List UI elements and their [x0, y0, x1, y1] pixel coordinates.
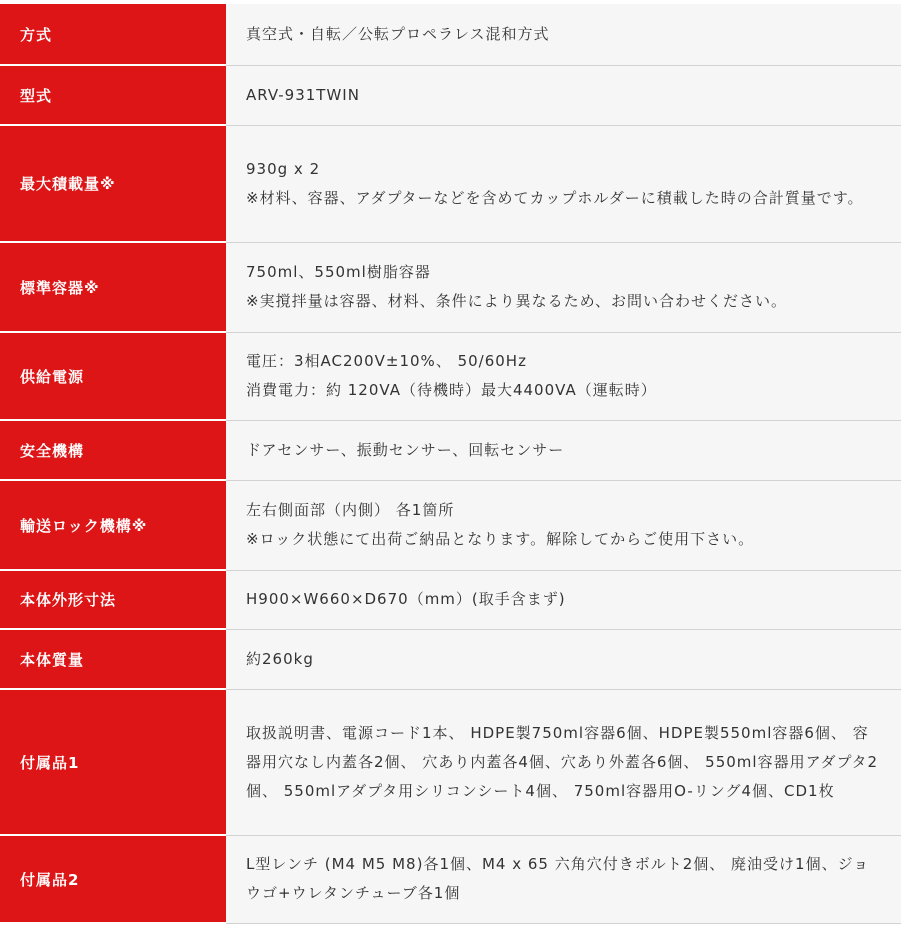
spec-label: 輸送ロック機構※: [0, 480, 226, 570]
spec-label: 最大積載量※: [0, 125, 226, 242]
spec-label: 標準容器※: [0, 242, 226, 332]
spec-value-line: 930g x 2: [246, 159, 321, 178]
spec-value-line: 電圧：3相AC200V±10%、 50/60Hz: [246, 352, 527, 370]
spec-label: 付属品2: [0, 835, 226, 923]
spec-value: [226, 242, 901, 332]
spec-value: [226, 125, 901, 242]
spec-value: [226, 480, 901, 570]
spec-value-line: 真空式・自転／公転プロペラレス混和方式: [246, 24, 550, 43]
spec-row-transport-lock: [0, 480, 901, 570]
spec-value: [226, 835, 901, 923]
spec-value-line: 取扱説明書、電源コード1本、 HDPE製750ml容器6個、HDPE製550ml容器6個、 容器用穴なし内蓋各2個、 穴あり内蓋各4個、穴あり外蓋各6個、 550ml容器用アダプタ2個、 550mlアダプタ用シリコンシート4個、 750ml容器用O-リング4個、CD1枚: [246, 723, 879, 800]
spec-row-accessories-1: [0, 689, 901, 835]
spec-row-dimensions: [0, 570, 901, 629]
spec-value: [226, 65, 901, 125]
spec-label: 安全機構: [0, 420, 226, 480]
spec-value-line: ※ロック状態にて出荷ご納品となります。解除してからご使用下さい。: [246, 530, 755, 548]
spec-value: [226, 420, 901, 480]
spec-row-safety: [0, 420, 901, 480]
spec-row-model: [0, 65, 901, 125]
spec-row-method: [0, 4, 901, 65]
spec-row-standard-container: [0, 242, 901, 332]
spec-label: 付属品1: [0, 689, 226, 835]
spec-table: [0, 4, 901, 924]
spec-label: 型式: [0, 65, 226, 125]
spec-label: 供給電源: [0, 332, 226, 420]
spec-value: [226, 689, 901, 835]
spec-label: 本体外形寸法: [0, 570, 226, 629]
spec-value-line: H900×W660×D670（mm）(取手含まず): [246, 590, 566, 608]
spec-value: [226, 4, 901, 65]
spec-value-line: ※実撹拌量は容器、材料、条件により異なるため、お問い合わせください。: [246, 292, 787, 310]
spec-value-line: 約260kg: [246, 649, 314, 668]
spec-row-weight: [0, 629, 901, 689]
spec-value-line: 750ml、550ml樹脂容器: [246, 263, 431, 281]
spec-value-line: ドアセンサー、振動センサー、回転センサー: [246, 440, 565, 459]
spec-value-line: ARV-931TWIN: [246, 85, 360, 104]
spec-value-line: L型レンチ (M4 M5 M8)各1個、M4 x 65 六角穴付きボルト2個、 廃油受け1個、ジョウゴ+ウレタンチューブ各1個: [246, 855, 870, 902]
spec-value-line: 消費電力：約 120VA（待機時）最大4400VA（運転時）: [246, 381, 657, 399]
spec-value: [226, 570, 901, 629]
spec-label: 本体質量: [0, 629, 226, 689]
spec-row-accessories-2: [0, 835, 901, 923]
spec-row-max-load: [0, 125, 901, 242]
spec-value: [226, 629, 901, 689]
spec-row-power-supply: [0, 332, 901, 420]
spec-value-line: ※材料、容器、アダプターなどを含めてカップホルダーに積載した時の合計質量です。: [246, 188, 864, 207]
spec-value: [226, 332, 901, 420]
spec-value-line: 左右側面部（内側） 各1箇所: [246, 501, 455, 519]
spec-label: 方式: [0, 4, 226, 65]
